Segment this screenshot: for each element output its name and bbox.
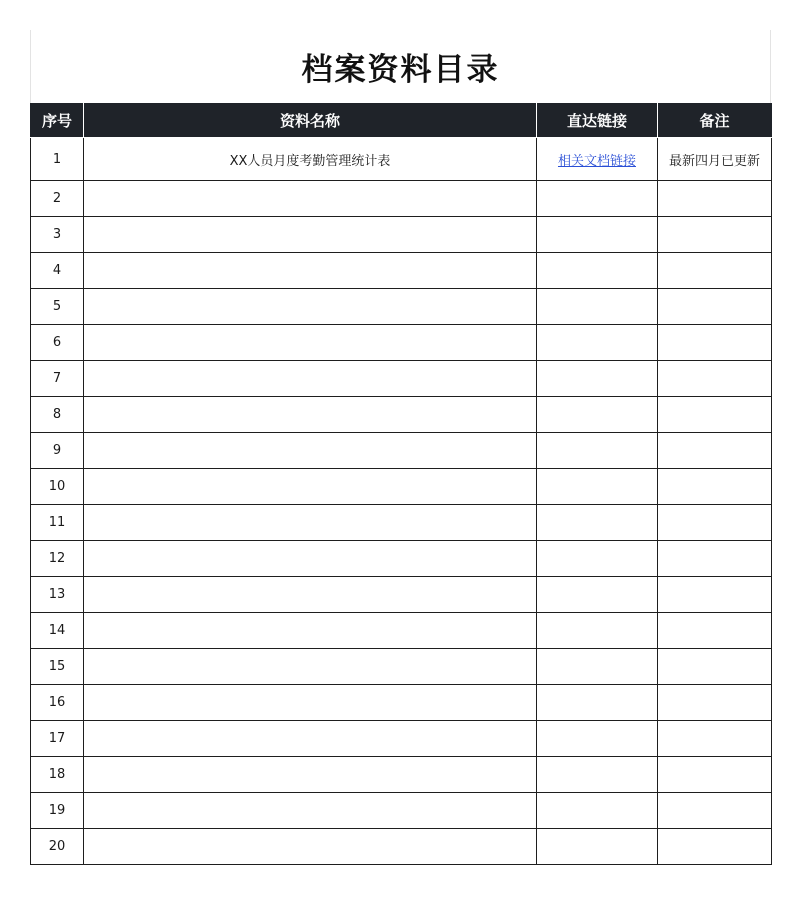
table-row bbox=[31, 217, 772, 253]
cell-name[interactable] bbox=[84, 649, 537, 685]
table-row bbox=[31, 541, 772, 577]
title-bar bbox=[30, 30, 771, 103]
cell-index[interactable]: 17 bbox=[31, 721, 84, 757]
catalog-table bbox=[30, 103, 772, 865]
header-row bbox=[31, 103, 772, 138]
cell-name[interactable] bbox=[84, 289, 537, 325]
header-name: 资料名称 bbox=[84, 103, 537, 138]
table-row bbox=[31, 469, 772, 505]
cell-index[interactable]: 1 bbox=[31, 138, 84, 181]
cell-note[interactable] bbox=[658, 793, 772, 829]
header-note: 备注 bbox=[658, 103, 772, 138]
cell-index[interactable]: 12 bbox=[31, 541, 84, 577]
page-title: 档案资料目录 bbox=[301, 52, 500, 88]
cell-link[interactable] bbox=[537, 469, 658, 505]
cell-link[interactable] bbox=[537, 829, 658, 865]
cell-name[interactable] bbox=[84, 613, 537, 649]
cell-name[interactable] bbox=[84, 757, 537, 793]
cell-name[interactable] bbox=[84, 361, 537, 397]
cell-link[interactable] bbox=[537, 361, 658, 397]
cell-note[interactable] bbox=[658, 361, 772, 397]
cell-note[interactable] bbox=[658, 505, 772, 541]
cell-link[interactable] bbox=[537, 433, 658, 469]
cell-link[interactable] bbox=[537, 289, 658, 325]
cell-note[interactable] bbox=[658, 469, 772, 505]
cell-index[interactable]: 10 bbox=[31, 469, 84, 505]
cell-link[interactable] bbox=[537, 181, 658, 217]
cell-link[interactable] bbox=[537, 685, 658, 721]
cell-index[interactable]: 14 bbox=[31, 613, 84, 649]
table-row bbox=[31, 577, 772, 613]
cell-index[interactable]: 5 bbox=[31, 289, 84, 325]
cell-link[interactable] bbox=[537, 721, 658, 757]
cell-name[interactable] bbox=[84, 577, 537, 613]
cell-note[interactable] bbox=[658, 289, 772, 325]
cell-note[interactable] bbox=[658, 721, 772, 757]
table-row bbox=[31, 397, 772, 433]
table-header bbox=[31, 103, 772, 138]
table-row bbox=[31, 721, 772, 757]
cell-note[interactable] bbox=[658, 829, 772, 865]
cell-link[interactable] bbox=[537, 649, 658, 685]
table-row bbox=[31, 181, 772, 217]
table-body bbox=[31, 138, 772, 865]
cell-index[interactable]: 20 bbox=[31, 829, 84, 865]
cell-link[interactable] bbox=[537, 325, 658, 361]
cell-name[interactable] bbox=[84, 181, 537, 217]
cell-index[interactable]: 15 bbox=[31, 649, 84, 685]
table-row bbox=[31, 685, 772, 721]
cell-link[interactable] bbox=[537, 505, 658, 541]
cell-index[interactable]: 6 bbox=[31, 325, 84, 361]
cell-note[interactable]: 最新四月已更新 bbox=[658, 138, 772, 181]
cell-index[interactable]: 18 bbox=[31, 757, 84, 793]
cell-name[interactable]: XX人员月度考勤管理统计表 bbox=[84, 138, 537, 181]
cell-name[interactable] bbox=[84, 217, 537, 253]
cell-link[interactable] bbox=[537, 217, 658, 253]
cell-name[interactable] bbox=[84, 469, 537, 505]
cell-link[interactable] bbox=[537, 253, 658, 289]
catalog-sheet bbox=[30, 30, 771, 865]
cell-link[interactable] bbox=[537, 793, 658, 829]
cell-name[interactable] bbox=[84, 253, 537, 289]
table-row bbox=[31, 138, 772, 181]
cell-index[interactable]: 19 bbox=[31, 793, 84, 829]
cell-note[interactable] bbox=[658, 577, 772, 613]
document-link[interactable]: 相关文档链接 bbox=[557, 153, 636, 169]
table-row bbox=[31, 289, 772, 325]
table-row bbox=[31, 325, 772, 361]
cell-name[interactable] bbox=[84, 397, 537, 433]
cell-link[interactable] bbox=[537, 757, 658, 793]
table-row bbox=[31, 793, 772, 829]
cell-note[interactable] bbox=[658, 253, 772, 289]
cell-index[interactable]: 13 bbox=[31, 577, 84, 613]
cell-index[interactable]: 3 bbox=[31, 217, 84, 253]
cell-link[interactable] bbox=[537, 138, 658, 181]
cell-name[interactable] bbox=[84, 829, 537, 865]
table-row bbox=[31, 829, 772, 865]
cell-note[interactable] bbox=[658, 397, 772, 433]
cell-link[interactable] bbox=[537, 613, 658, 649]
cell-index[interactable]: 9 bbox=[31, 433, 84, 469]
cell-index[interactable]: 4 bbox=[31, 253, 84, 289]
cell-note[interactable] bbox=[658, 433, 772, 469]
table-row bbox=[31, 505, 772, 541]
cell-name[interactable] bbox=[84, 793, 537, 829]
cell-note[interactable] bbox=[658, 325, 772, 361]
cell-note[interactable] bbox=[658, 685, 772, 721]
cell-name[interactable] bbox=[84, 433, 537, 469]
table-row bbox=[31, 361, 772, 397]
table-row bbox=[31, 433, 772, 469]
header-index: 序号 bbox=[31, 103, 84, 138]
cell-name[interactable] bbox=[84, 505, 537, 541]
table-row bbox=[31, 613, 772, 649]
cell-note[interactable] bbox=[658, 217, 772, 253]
cell-note[interactable] bbox=[658, 757, 772, 793]
cell-note[interactable] bbox=[658, 613, 772, 649]
cell-index[interactable]: 16 bbox=[31, 685, 84, 721]
cell-note[interactable] bbox=[658, 541, 772, 577]
cell-index[interactable]: 11 bbox=[31, 505, 84, 541]
cell-link[interactable] bbox=[537, 397, 658, 433]
cell-link[interactable] bbox=[537, 577, 658, 613]
table-row bbox=[31, 649, 772, 685]
cell-index[interactable]: 8 bbox=[31, 397, 84, 433]
cell-note[interactable] bbox=[658, 649, 772, 685]
cell-note[interactable] bbox=[658, 181, 772, 217]
cell-index[interactable]: 7 bbox=[31, 361, 84, 397]
cell-name[interactable] bbox=[84, 541, 537, 577]
cell-name[interactable] bbox=[84, 685, 537, 721]
table-row bbox=[31, 757, 772, 793]
cell-index[interactable]: 2 bbox=[31, 181, 84, 217]
header-link: 直达链接 bbox=[537, 103, 658, 138]
cell-name[interactable] bbox=[84, 721, 537, 757]
cell-link[interactable] bbox=[537, 541, 658, 577]
table-row bbox=[31, 253, 772, 289]
cell-name[interactable] bbox=[84, 325, 537, 361]
